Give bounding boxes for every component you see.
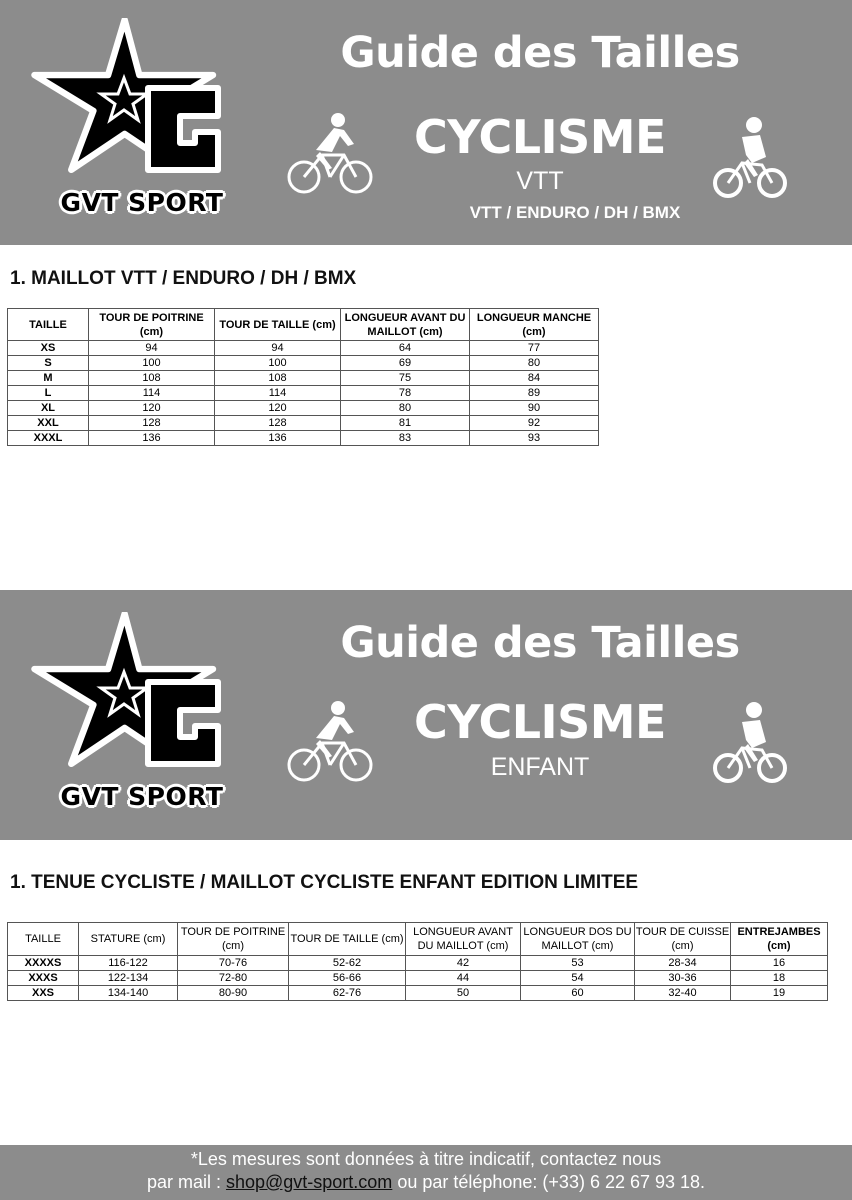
header-tour-taille: TOUR DE TAILLE (cm) <box>289 923 406 956</box>
value-cell: 89 <box>470 386 599 401</box>
value-cell: 80-90 <box>178 986 289 1001</box>
value-cell: 120 <box>89 401 215 416</box>
value-cell: 120 <box>215 401 341 416</box>
value-cell: 128 <box>89 416 215 431</box>
value-cell: 114 <box>89 386 215 401</box>
logo-text: GVT SPORT <box>60 782 224 811</box>
header-taille: TAILLE <box>8 923 79 956</box>
value-cell: 80 <box>341 401 470 416</box>
value-cell: 83 <box>341 431 470 446</box>
banner-title: Guide des Tailles <box>340 28 740 78</box>
banner-category: VTT <box>516 167 564 195</box>
table-header-row <box>8 923 828 956</box>
value-cell: 30-36 <box>635 971 731 986</box>
footer-disclaimer: *Les mesures sont données à titre indicatif, contactez nous <box>190 1149 662 1169</box>
value-cell: 136 <box>215 431 341 446</box>
footer-contact-line <box>0 1172 852 1193</box>
section-title-vtt: 1. MAILLOT VTT / ENDURO / DH / BMX <box>10 268 357 289</box>
table-row <box>8 356 599 371</box>
size-cell: L <box>8 386 89 401</box>
value-cell: 75 <box>341 371 470 386</box>
value-cell: 81 <box>341 416 470 431</box>
value-cell: 136 <box>89 431 215 446</box>
gvt-star-logo-icon <box>30 612 252 817</box>
value-cell: 28-34 <box>635 956 731 971</box>
size-cell: XXS <box>8 986 79 1001</box>
value-cell: 92 <box>470 416 599 431</box>
header-tour-poitrine: TOUR DE POITRINE (cm) <box>89 309 215 341</box>
value-cell: 56-66 <box>289 971 406 986</box>
size-cell: XXXXS <box>8 956 79 971</box>
value-cell: 64 <box>341 341 470 356</box>
footer-phone: ou par téléphone: (+33) 6 22 67 93 18. <box>392 1172 706 1192</box>
value-cell: 52-62 <box>289 956 406 971</box>
road-cyclist-icon <box>286 110 376 195</box>
value-cell: 44 <box>406 971 521 986</box>
table-row <box>8 401 599 416</box>
banner-disciplines: VTT / ENDURO / DH / BMX <box>469 203 681 222</box>
value-cell: 53 <box>521 956 635 971</box>
value-cell: 77 <box>470 341 599 356</box>
value-cell: 93 <box>470 431 599 446</box>
value-cell: 62-76 <box>289 986 406 1001</box>
value-cell: 114 <box>215 386 341 401</box>
value-cell: 72-80 <box>178 971 289 986</box>
value-cell: 100 <box>215 356 341 371</box>
value-cell: 80 <box>470 356 599 371</box>
table-row <box>8 371 599 386</box>
email-link[interactable]: shop@gvt-sport.com <box>225 1172 393 1192</box>
value-cell: 108 <box>89 371 215 386</box>
size-cell: S <box>8 356 89 371</box>
footer-mail-prefix: par mail : <box>146 1172 226 1192</box>
banner-subtitle: CYCLISME <box>414 695 666 749</box>
header-entrejambes: ENTREJAMBES (cm) <box>731 923 828 956</box>
value-cell: 69 <box>341 356 470 371</box>
header-longueur-manche: LONGUEUR MANCHE (cm) <box>470 309 599 341</box>
size-cell: XXXS <box>8 971 79 986</box>
value-cell: 116-122 <box>79 956 178 971</box>
value-cell: 100 <box>89 356 215 371</box>
value-cell: 60 <box>521 986 635 1001</box>
value-cell: 122-134 <box>79 971 178 986</box>
mountain-bike-cyclist-icon <box>712 700 787 785</box>
header-tour-cuisse: TOUR DE CUISSE (cm) <box>635 923 731 956</box>
banner-subtitle: CYCLISME <box>414 110 666 164</box>
mountain-bike-cyclist-icon <box>712 115 787 200</box>
value-cell: 16 <box>731 956 828 971</box>
header-tour-taille: TOUR DE TAILLE (cm) <box>215 309 341 341</box>
value-cell: 32-40 <box>635 986 731 1001</box>
value-cell: 18 <box>731 971 828 986</box>
logo-text: GVT SPORT <box>60 188 224 217</box>
header-stature: STATURE (cm) <box>79 923 178 956</box>
value-cell: 54 <box>521 971 635 986</box>
table-row <box>8 431 599 446</box>
value-cell: 90 <box>470 401 599 416</box>
size-table-enfant <box>7 922 828 1001</box>
table-header-row <box>8 309 599 341</box>
gvt-star-logo-icon <box>30 18 252 223</box>
value-cell: 50 <box>406 986 521 1001</box>
size-cell: XS <box>8 341 89 356</box>
header-longueur-avant: LONGUEUR AVANT DU MAILLOT (cm) <box>341 309 470 341</box>
road-cyclist-icon <box>286 698 376 783</box>
value-cell: 78 <box>341 386 470 401</box>
value-cell: 134-140 <box>79 986 178 1001</box>
size-cell: XXL <box>8 416 89 431</box>
size-table-vtt <box>7 308 599 446</box>
size-cell: M <box>8 371 89 386</box>
value-cell: 128 <box>215 416 341 431</box>
section-title-enfant: 1. TENUE CYCLISTE / MAILLOT CYCLISTE ENFANT EDITION LIMITEE <box>10 872 639 893</box>
size-cell: XL <box>8 401 89 416</box>
footer-contact <box>0 1145 852 1200</box>
size-cell: XXXL <box>8 431 89 446</box>
header-banner-vtt <box>0 0 852 245</box>
banner-category: ENFANT <box>490 753 590 781</box>
table-row <box>8 971 828 986</box>
value-cell: 84 <box>470 371 599 386</box>
table-row <box>8 956 828 971</box>
value-cell: 19 <box>731 986 828 1001</box>
header-banner-enfant <box>0 590 852 840</box>
value-cell: 108 <box>215 371 341 386</box>
value-cell: 94 <box>89 341 215 356</box>
value-cell: 42 <box>406 956 521 971</box>
header-longueur-dos: LONGUEUR DOS DU MAILLOT (cm) <box>521 923 635 956</box>
header-tour-poitrine: TOUR DE POITRINE (cm) <box>178 923 289 956</box>
value-cell: 70-76 <box>178 956 289 971</box>
table-row <box>8 416 599 431</box>
table-row <box>8 986 828 1001</box>
value-cell: 94 <box>215 341 341 356</box>
header-longueur-avant: LONGUEUR AVANT DU MAILLOT (cm) <box>406 923 521 956</box>
header-taille: TAILLE <box>8 309 89 341</box>
table-row <box>8 386 599 401</box>
table-row <box>8 341 599 356</box>
banner-title: Guide des Tailles <box>340 618 740 668</box>
